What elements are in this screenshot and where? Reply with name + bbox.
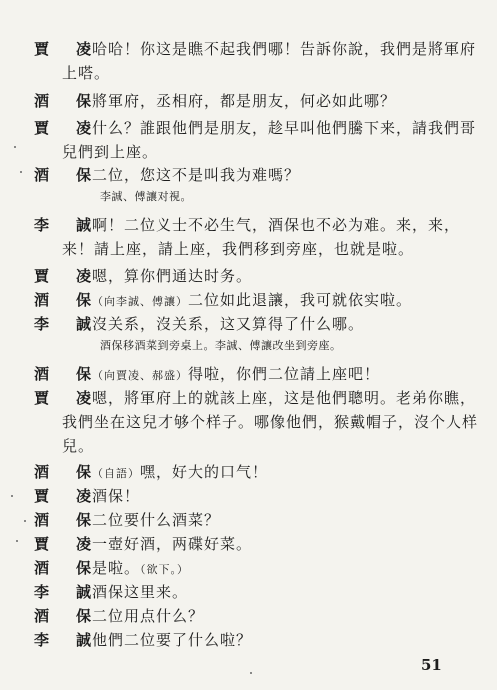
speaker-name: 李 誠 <box>34 631 98 649</box>
print-speck <box>11 495 13 497</box>
dialogue-text: 来！請上座，請上座，我們移到旁座，也就是啦。 <box>62 240 415 258</box>
print-speck <box>24 520 26 522</box>
dialogue-text: 二位用点什么？ <box>92 607 205 625</box>
speaker-name: 李 誠 <box>34 315 98 333</box>
dialogue-text: 一壺好酒，两碟好菜。 <box>92 535 253 553</box>
stage-direction <box>0 337 497 355</box>
dialogue-line <box>0 164 497 186</box>
dialogue-text-body: 得啦，你們二位請上座吧！ <box>188 365 381 383</box>
dialogue-text: 什么？誰跟他們是朋友，趁早叫他們騰下来，請我們哥 <box>92 119 477 137</box>
dialogue-line <box>0 461 497 483</box>
stage-note: （向李誠、傅讓） <box>92 295 188 308</box>
dialogue-text <box>92 557 189 581</box>
speaker-name: 酒 保 <box>34 511 98 529</box>
dialogue-line <box>0 265 497 287</box>
stage-note: （欲下。） <box>140 563 190 576</box>
speaker-name: 賈 凌 <box>34 487 98 505</box>
dialogue-continuation <box>0 238 497 260</box>
dialogue-text: 我們坐在这兒才够个样子。哪像他們，猴戴帽子，沒个人样 <box>62 413 479 431</box>
dialogue-line <box>0 485 497 507</box>
dialogue-text: 酒保这里来。 <box>92 583 189 601</box>
dialogue-line <box>0 557 497 579</box>
speaker-name: 李 誠 <box>34 216 98 234</box>
dialogue-line <box>0 509 497 531</box>
speaker-name: 賈 凌 <box>34 40 98 58</box>
dialogue-line <box>0 387 497 409</box>
dialogue-text: 他們二位要了什么啦？ <box>92 631 253 649</box>
speaker-name: 賈 凌 <box>34 535 98 553</box>
dialogue-text <box>92 363 380 387</box>
dialogue-text-body: 二位如此退讓，我可就依实啦。 <box>188 291 413 309</box>
dialogue-text: 嗯，將軍府上的就該上座，这是他們聰明。老弟你瞧， <box>92 389 477 407</box>
stage-note: （向賈凌、郝盛） <box>92 369 188 382</box>
dialogue-text: 二位要什么酒菜？ <box>92 511 221 529</box>
dialogue-text <box>92 289 412 313</box>
dialogue-line <box>0 38 497 60</box>
dialogue-line <box>0 533 497 555</box>
dialogue-line <box>0 605 497 627</box>
speaker-name: 酒 保 <box>34 365 98 383</box>
dialogue-text: 啊！二位义士不必生气，酒保也不必为难。来，来， <box>92 216 461 234</box>
speaker-name: 酒 保 <box>34 166 98 184</box>
dialogue-text: 將軍府，丞相府，都是朋友，何必如此哪？ <box>92 92 397 110</box>
dialogue-line <box>0 289 497 311</box>
speaker-name: 酒 保 <box>34 463 98 481</box>
page-number: 51 <box>421 656 442 674</box>
stage-direction-text: 李誠、傅讓对視。 <box>100 190 192 203</box>
dialogue-text-body: 是啦。 <box>92 559 141 577</box>
stage-note: （自語） <box>92 467 140 480</box>
print-speck <box>14 146 16 148</box>
dialogue-line <box>0 363 497 385</box>
dialogue-continuation <box>0 435 497 457</box>
speaker-name: 賈 凌 <box>34 119 98 137</box>
speaker-name: 賈 凌 <box>34 267 98 285</box>
dialogue-line <box>0 214 497 236</box>
dialogue-line <box>0 117 497 139</box>
print-speck <box>16 540 18 542</box>
dialogue-text: 上嗒。 <box>62 64 111 82</box>
dialogue-line <box>0 313 497 335</box>
speaker-name: 酒 保 <box>34 559 98 577</box>
dialogue-text-body: 嘿，好大的口气！ <box>140 463 269 481</box>
speaker-name: 酒 保 <box>34 92 98 110</box>
speaker-name: 酒 保 <box>34 291 98 309</box>
dialogue-continuation <box>0 141 497 163</box>
dialogue-line <box>0 90 497 112</box>
dialogue-line <box>0 629 497 651</box>
print-speck <box>20 171 22 173</box>
speaker-name: 李 誠 <box>34 583 98 601</box>
dialogue-text: 嗯，算你們通达时务。 <box>92 267 253 285</box>
speaker-name: 賈 凌 <box>34 389 98 407</box>
dialogue-line <box>0 581 497 603</box>
dialogue-text: 哈哈！你这是瞧不起我們哪！告訴你說，我們是將軍府 <box>92 40 477 58</box>
stage-direction-text: 酒保移酒菜到旁桌上。李誠、傅讓改坐到旁座。 <box>100 339 342 352</box>
dialogue-text: 兒們到上座。 <box>62 143 159 161</box>
print-speck <box>250 672 252 674</box>
dialogue-continuation <box>0 62 497 84</box>
speaker-name: 酒 保 <box>34 607 98 625</box>
dialogue-text <box>92 461 268 485</box>
dialogue-text: 酒保！ <box>92 487 141 505</box>
stage-direction <box>0 188 497 206</box>
dialogue-text: 沒关系，沒关系，这又算得了什么哪。 <box>92 315 365 333</box>
dialogue-continuation <box>0 411 497 433</box>
dialogue-text: 兒。 <box>62 437 95 455</box>
dialogue-text: 二位，您这不是叫我为难嗎？ <box>92 166 301 184</box>
